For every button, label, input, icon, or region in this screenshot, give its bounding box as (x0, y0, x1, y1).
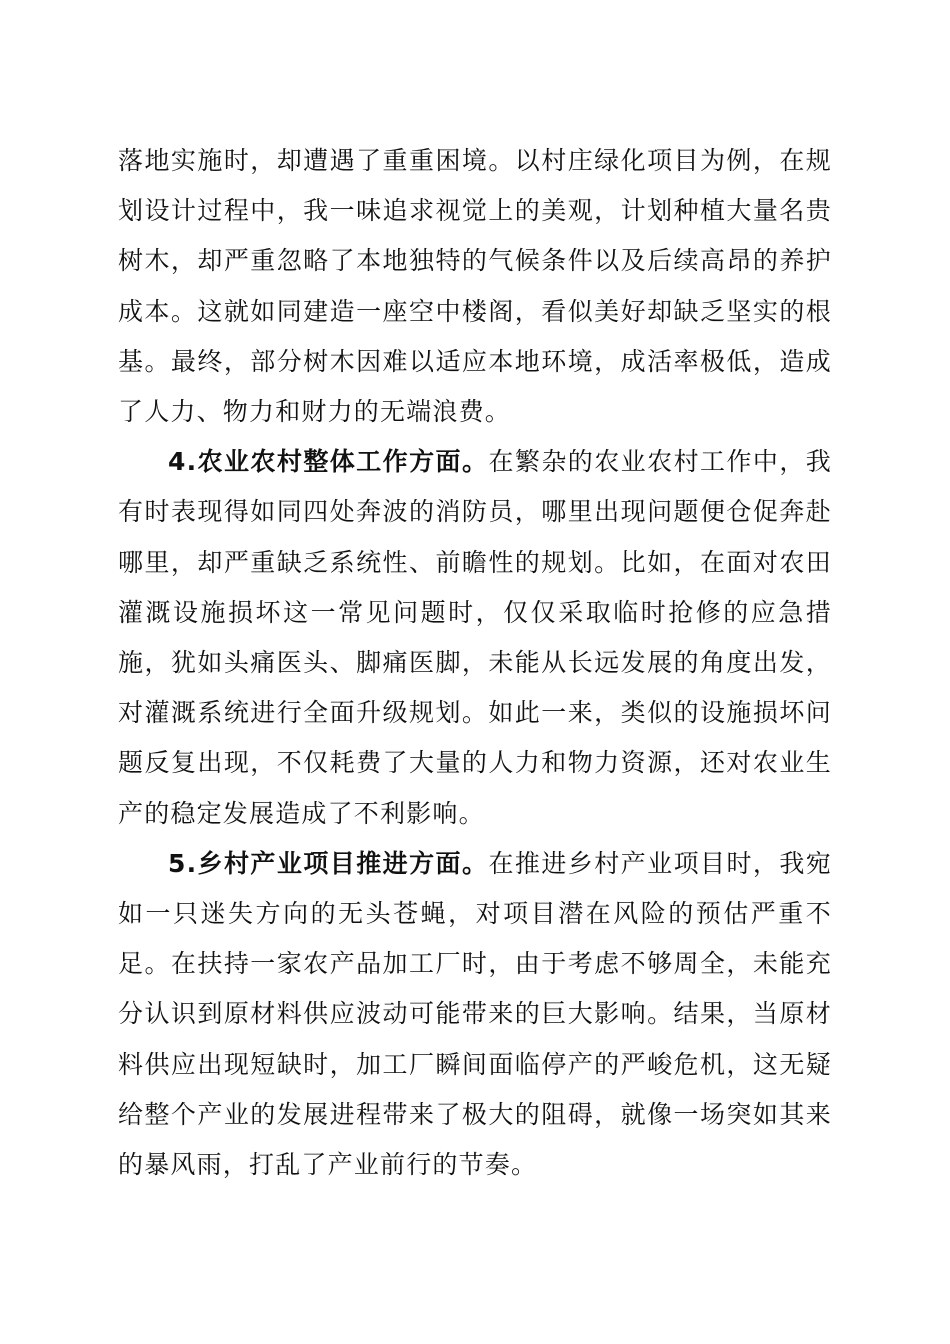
paragraph-agriculture-rural-work (118, 437, 832, 839)
paragraph-text: 落地实施时，却遭遇了重重困境。以村庄绿化项目为例，在规划设计过程中，我一味追求视觉上的美观，计划种植大量名贵树木，却严重忽略了本地独特的气候条件以及后续高昂的养护成本。这就如同建造一座空中楼阁，看似美好却缺乏坚实的根基。最终，部分树木因难以适应本地环境，成活率极低，造成了人力、物力和财力的无端浪费。 (118, 146, 832, 427)
document-body (118, 136, 832, 1190)
paragraph-heading: 5.乡村产业项目推进方面。 (168, 848, 489, 878)
paragraph-heading: 4.农业农村整体工作方面。 (168, 447, 489, 477)
paragraph-text: 在推进乡村产业项目时，我宛如一只迷失方向的无头苍蝇，对项目潜在风险的预估严重不足。在扶持一家农产品加工厂时，由于考虑不够周全，未能充分认识到原材料供应波动可能带来的巨大影响。结果，当原材料供应出现短缺时，加工厂瞬间面临停产的严峻危机，这无疑给整个产业的发展进程带来了极大的阻碍，就像一场突如其来的暴风雨，打乱了产业前行的节奏。 (118, 848, 832, 1180)
paragraph-text: 在繁杂的农业农村工作中，我有时表现得如同四处奔波的消防员，哪里出现问题便仓促奔赴哪里，却严重缺乏系统性、前瞻性的规划。比如，在面对农田灌溉设施损坏这一常见问题时，仅仅采取临时抢修的应急措施，犹如头痛医头、脚痛医脚，未能从长远发展的角度出发，对灌溉系统进行全面升级规划。如此一来，类似的设施损坏问题反复出现，不仅耗费了大量的人力和物力资源，还对农业生产的稳定发展造成了不利影响。 (118, 447, 832, 828)
paragraph-rural-industry-projects (118, 839, 832, 1190)
paragraph-continuation (118, 136, 832, 437)
